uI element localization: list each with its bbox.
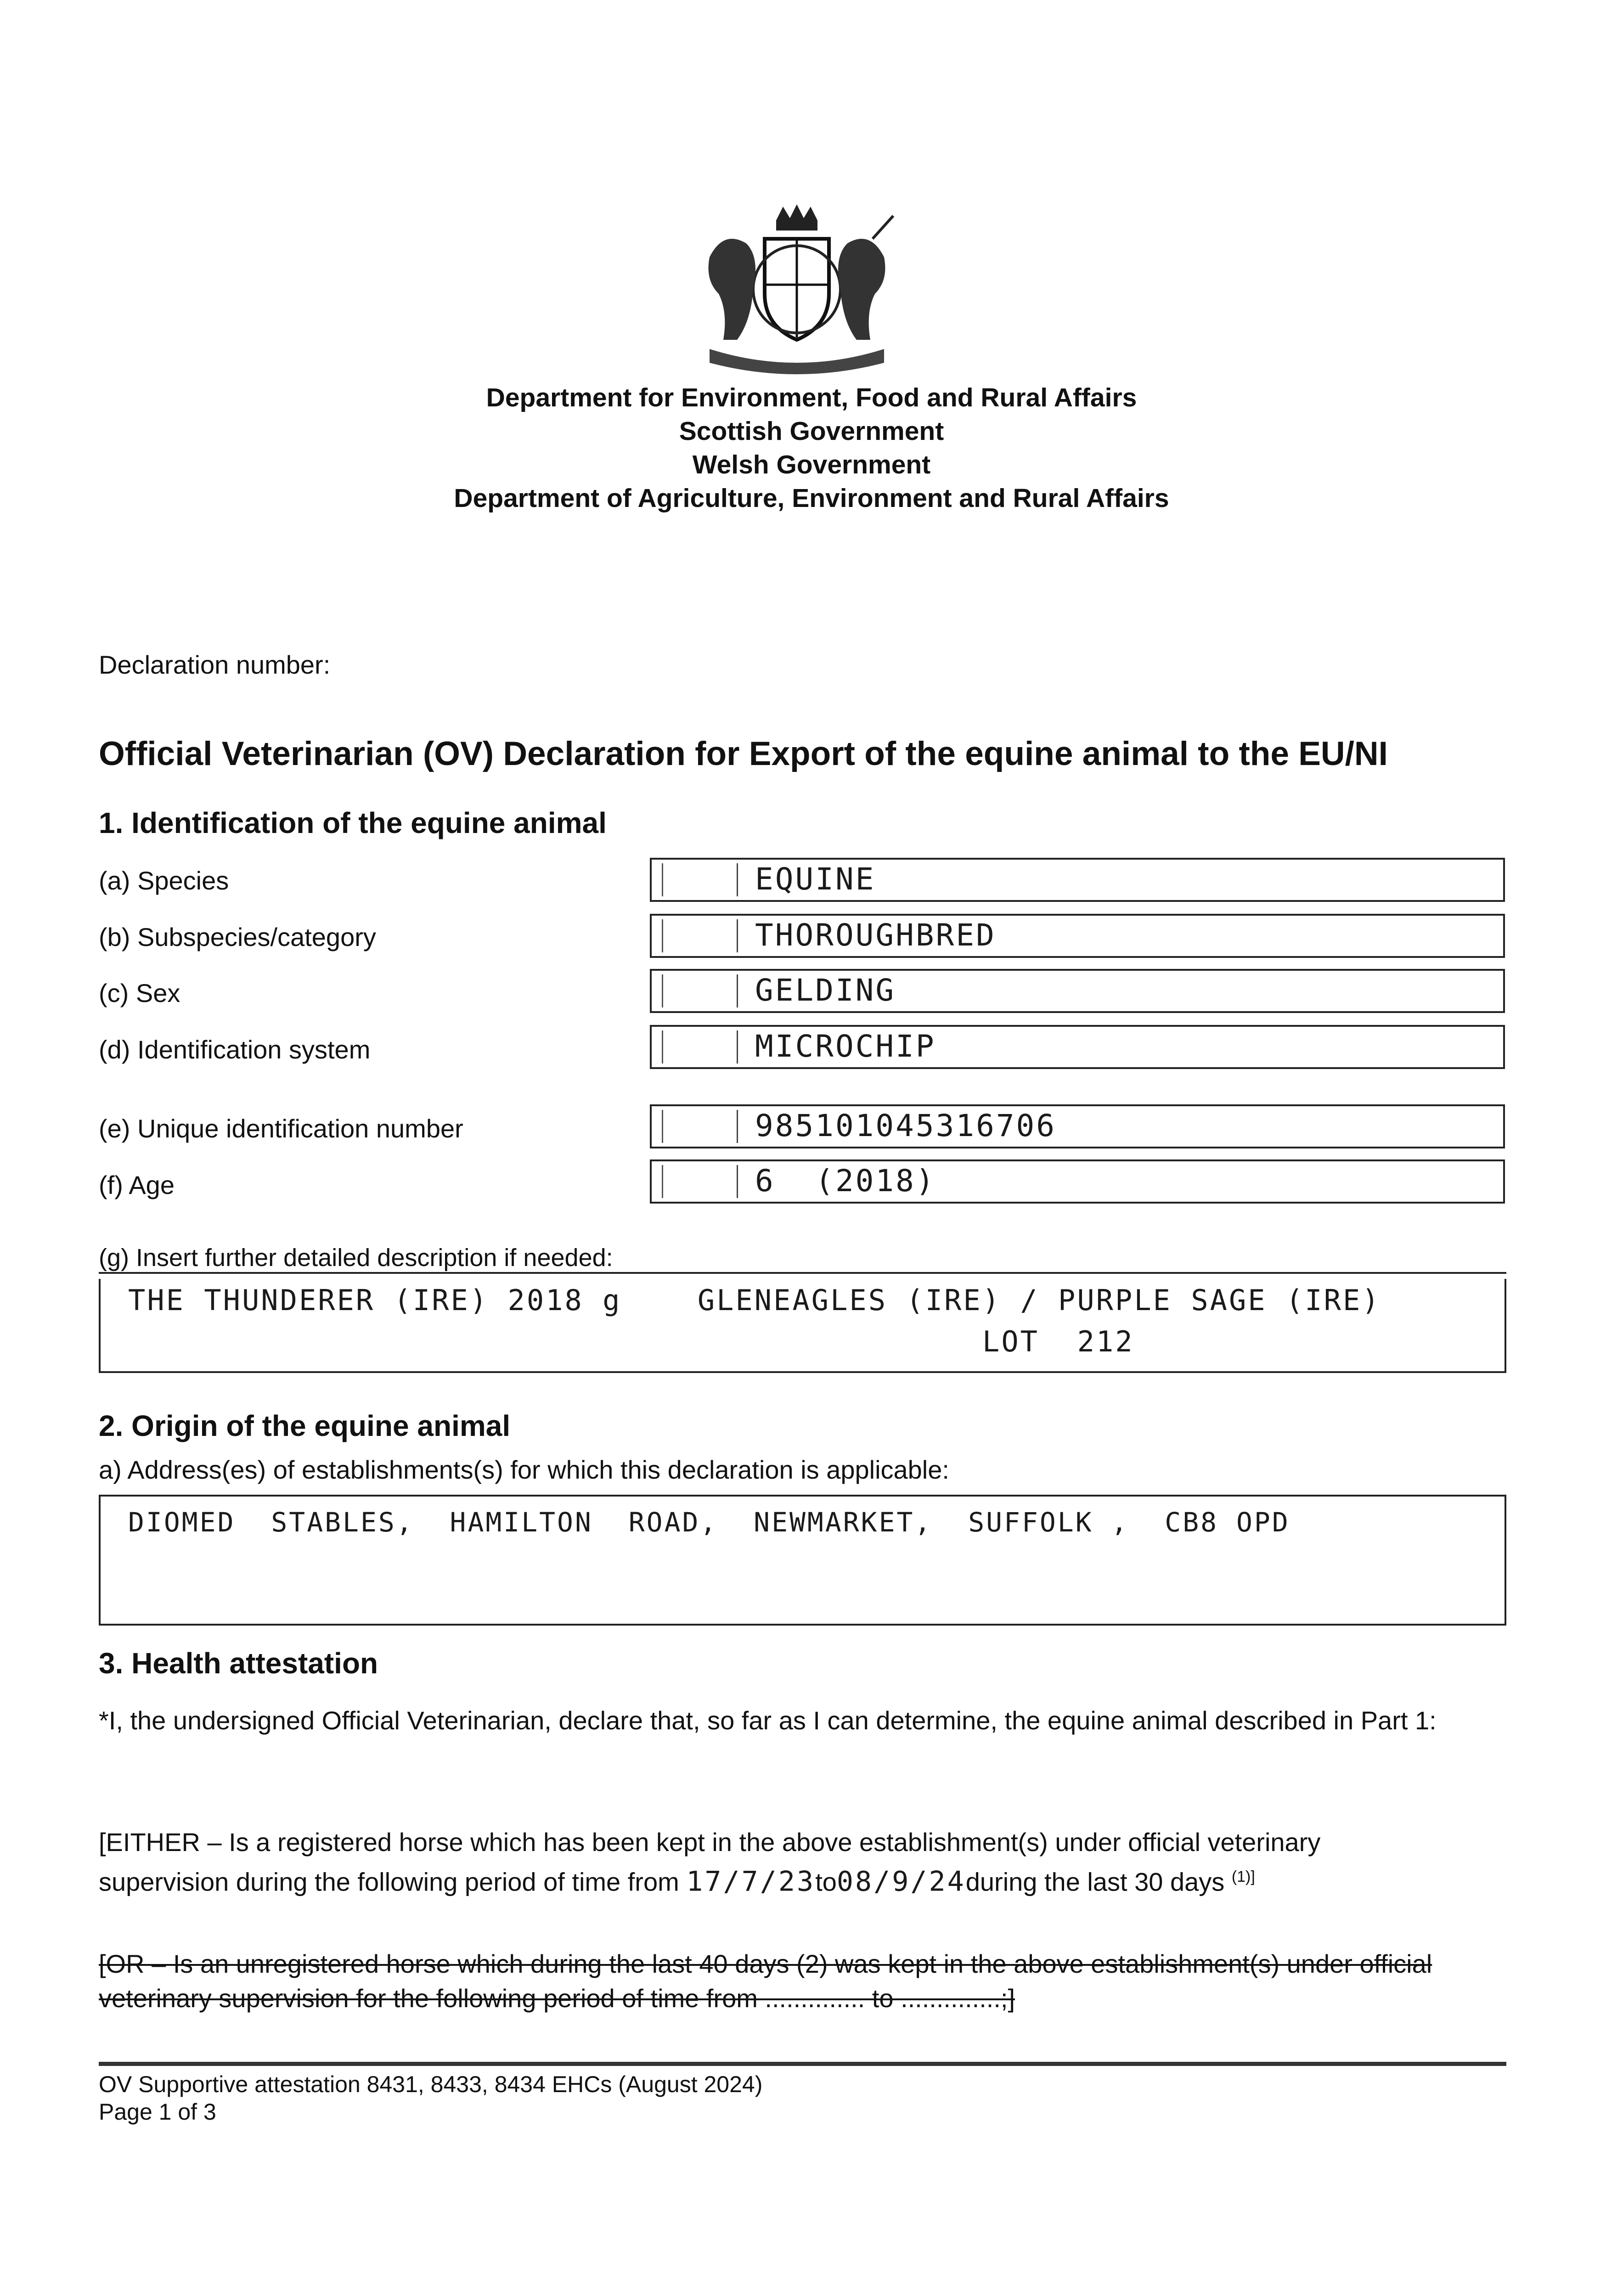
or-clause-line-1: [OR – Is an unregistered horse which during the last 40 days (2) was kept in the above establishment(s) under official [99,1949,1432,1978]
description-line-2: LOT 212 [982,1325,1134,1358]
section-1-heading: 1. Identification of the equine animal [99,806,607,839]
either-footnote-ref: (1)] [1231,1868,1255,1885]
identification-system-value: MICROCHIP [755,1029,936,1064]
address-label: a) Address(es) of establishments(s) for which this declaration is applicable: [99,1455,949,1484]
sex-field[interactable] [650,969,1505,1013]
health-attestation-intro: *I, the undersigned Official Veterinarian, declare that, so far as I can determine, the equine animal described in Part 1: [99,1706,1437,1735]
unique-id-label: (e) Unique identification number [99,1114,463,1143]
to-date-value[interactable]: 08/9/24 [836,1865,966,1898]
or-clause-line-2: veterinary supervision for the following period of time from .............. to ..............;] [99,1984,1015,2013]
species-label: (a) Species [99,866,229,895]
description-field[interactable] [99,1279,1506,1373]
age-label: (f) Age [99,1171,175,1199]
either-clause-line-1: [EITHER – Is a registered horse which has been kept in the above establishment(s) under official veterinary [99,1828,1321,1857]
footer-divider [99,2062,1506,2066]
subspecies-field[interactable] [650,914,1505,958]
sex-label: (c) Sex [99,979,180,1007]
either-clause-to-word: to [815,1867,837,1896]
section-2-heading: 2. Origin of the equine animal [99,1409,511,1442]
org-line-scottish-government: Scottish Government [679,416,944,446]
description-label: (g) Insert further detailed description if needed: [99,1244,613,1272]
royal-coat-of-arms-icon [691,202,902,377]
either-clause-text-pre: supervision during the following period of time from [99,1867,687,1896]
footer-attestation-reference: OV Supportive attestation 8431, 8433, 8434 EHCs (August 2024) [99,2071,763,2097]
identification-system-label: (d) Identification system [99,1035,371,1064]
age-value: 6 (2018) [755,1163,936,1199]
age-field[interactable] [650,1159,1505,1204]
unique-id-field[interactable] [650,1104,1505,1148]
footer-page-number: Page 1 of 3 [99,2099,216,2125]
either-clause-line-2 [99,1860,1506,1899]
identification-system-field[interactable] [650,1025,1505,1069]
org-line-daera: Department of Agriculture, Environment and Rural Affairs [454,484,1169,513]
from-date-value[interactable]: 17/7/23 [686,1865,816,1898]
unique-id-value: 985101045316706 [755,1108,1057,1143]
either-clause-text-post: during the last 30 days [965,1867,1225,1896]
sex-value: GELDING [755,973,896,1008]
subspecies-value: THOROUGHBRED [755,917,996,953]
section-3-heading: 3. Health attestation [99,1647,378,1680]
species-value: EQUINE [755,861,876,897]
document-title: Official Veterinarian (OV) Declaration for Export of the equine animal to the EU/NI [99,735,1388,772]
address-value: DIOMED STABLES, HAMILTON ROAD, NEWMARKET, SUFFOLK , CB8 OPD [128,1507,1290,1538]
subspecies-label: (b) Subspecies/category [99,923,376,951]
org-line-welsh-government: Welsh Government [692,450,931,479]
address-field[interactable] [99,1495,1506,1626]
description-top-rule [99,1272,1506,1274]
declaration-number-label: Declaration number: [99,650,331,679]
org-line-defra: Department for Environment, Food and Rural Affairs [486,383,1137,412]
species-field[interactable] [650,858,1505,902]
description-line-1: THE THUNDERER (IRE) 2018 g GLENEAGLES (IRE) / PURPLE SAGE (IRE) [128,1283,1381,1317]
